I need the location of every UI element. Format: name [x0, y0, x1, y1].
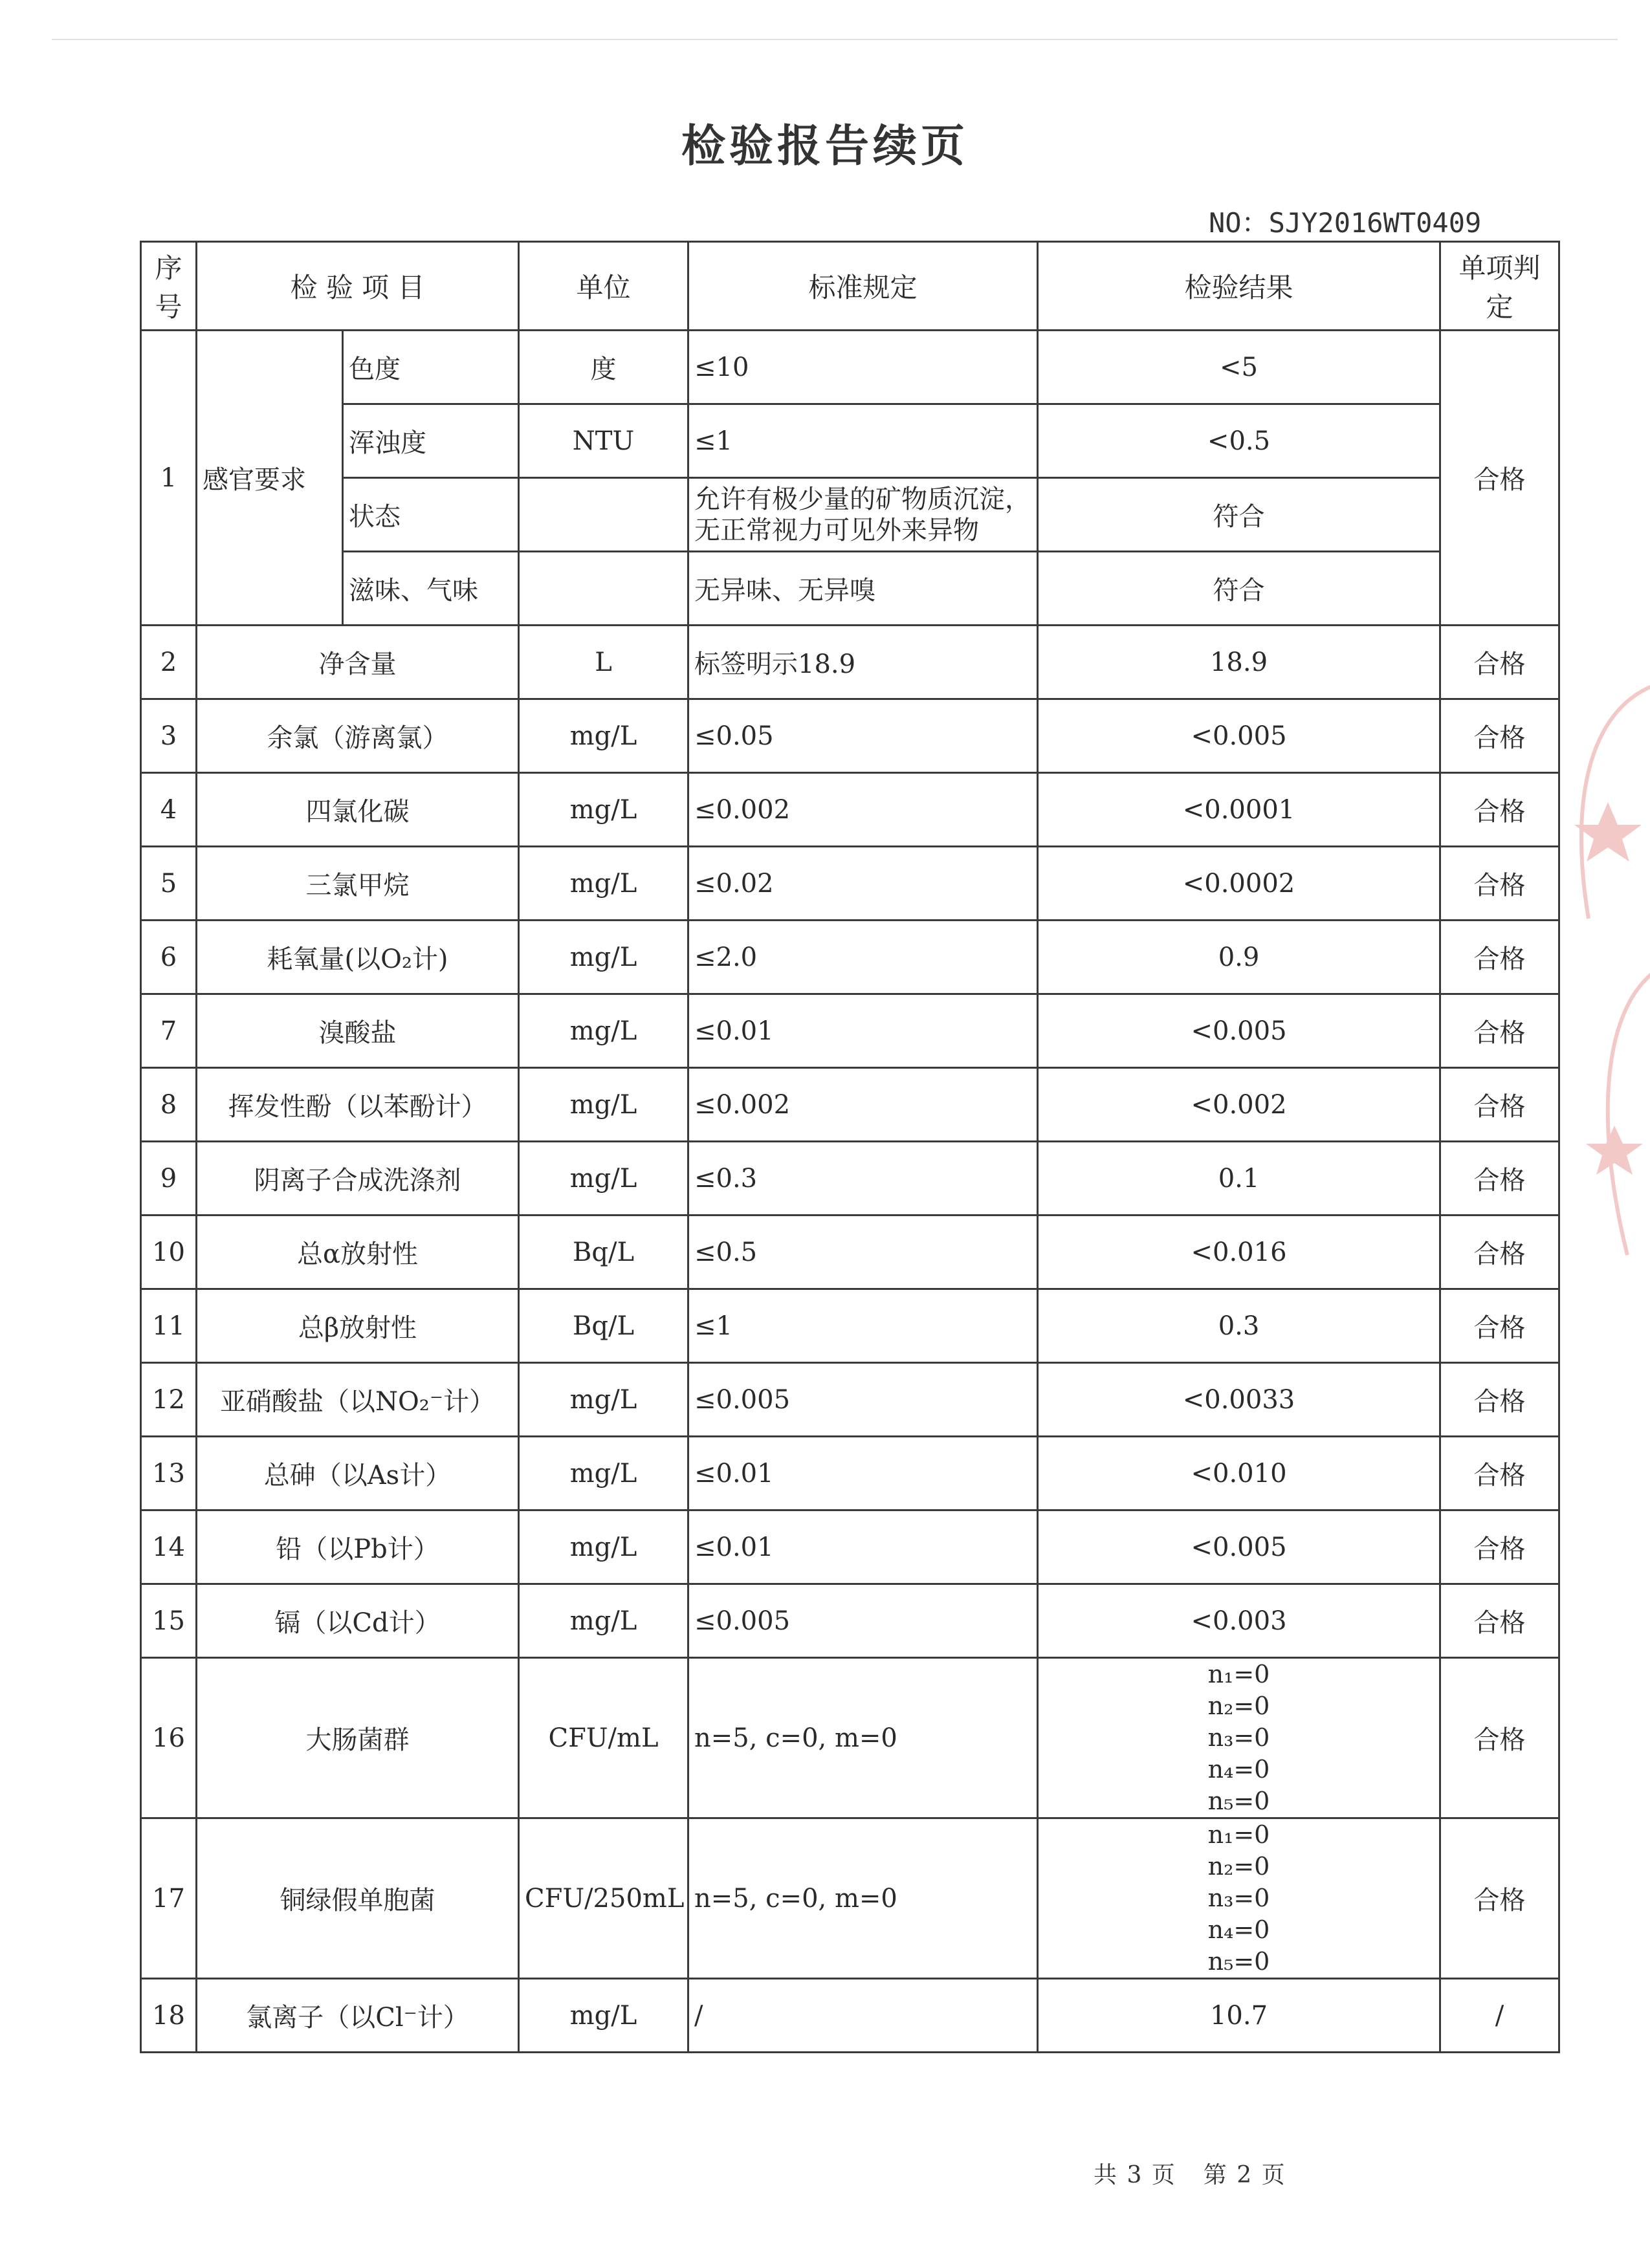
row-result: <0.003 [1038, 1584, 1440, 1658]
row-unit: CFU/mL [519, 1658, 688, 1818]
row-judgement: 合格 [1440, 994, 1559, 1068]
row-subitem: 色度 [343, 331, 519, 404]
row-result: 0.9 [1038, 921, 1440, 994]
row-standard: 允许有极少量的矿物质沉淀，无正常视力可见外来异物 [688, 478, 1038, 552]
row-seq: 7 [141, 994, 197, 1068]
row-item: 净含量 [197, 626, 519, 699]
row-standard: ≤0.3 [688, 1142, 1038, 1216]
row-standard: ≤0.005 [688, 1584, 1038, 1658]
row-unit: mg/L [519, 1437, 688, 1510]
row-result: <0.0033 [1038, 1363, 1440, 1437]
row-judgement: 合格 [1440, 921, 1559, 994]
row-seq: 11 [141, 1289, 197, 1363]
row-result: 18.9 [1038, 626, 1440, 699]
row-seq: 8 [141, 1068, 197, 1142]
row-standard: ≤0.02 [688, 847, 1038, 921]
row-result: <0.0002 [1038, 847, 1440, 921]
table-row [141, 1818, 1559, 1979]
row-result: 符合 [1038, 552, 1440, 626]
row-item: 溴酸盐 [197, 994, 519, 1068]
result-line: n₅=0 [1207, 1947, 1270, 1976]
header-seq: 序号 [141, 242, 197, 331]
row-unit [519, 478, 688, 552]
row-unit: mg/L [519, 1979, 688, 2053]
row-category: 感官要求 [197, 331, 343, 626]
row-standard: 无异味、无异嗅 [688, 552, 1038, 626]
row-unit: mg/L [519, 773, 688, 847]
row-item: 阴离子合成洗涤剂 [197, 1142, 519, 1216]
footer-current-page: 第 2 页 [1203, 2162, 1285, 2188]
table-row [141, 1142, 1559, 1216]
row-result: <5 [1038, 331, 1440, 404]
row-standard: ≤0.05 [688, 699, 1038, 773]
row-item: 挥发性酚（以苯酚计） [197, 1068, 519, 1142]
header-item: 检 验 项 目 [197, 242, 519, 331]
table-row [141, 1510, 1559, 1584]
header-standard: 标准规定 [688, 242, 1038, 331]
table-row [141, 478, 1559, 552]
row-subitem: 状态 [343, 478, 519, 552]
row-item: 三氯甲烷 [197, 847, 519, 921]
header-row [141, 242, 1559, 331]
header-unit: 单位 [519, 242, 688, 331]
row-result: <0.005 [1038, 1510, 1440, 1584]
row-standard: ≤1 [688, 1289, 1038, 1363]
row-result: 符合 [1038, 478, 1440, 552]
row-seq: 3 [141, 699, 197, 773]
row-unit: mg/L [519, 699, 688, 773]
row-unit: mg/L [519, 1510, 688, 1584]
row-judgement: 合格 [1440, 1363, 1559, 1437]
row-judgement: 合格 [1440, 1818, 1559, 1979]
result-line: n₃=0 [1207, 1884, 1270, 1912]
header-judgement: 单项判定 [1440, 242, 1559, 331]
report-number: NO：SJY2016WT0409 [1209, 207, 1482, 239]
row-standard: ≤0.01 [688, 1510, 1038, 1584]
row-standard: / [688, 1979, 1038, 2053]
row-standard: ≤0.002 [688, 1068, 1038, 1142]
row-judgement: 合格 [1440, 699, 1559, 773]
row-unit: mg/L [519, 994, 688, 1068]
row-item: 镉（以Cd计） [197, 1584, 519, 1658]
table-row [141, 552, 1559, 626]
row-unit: Bq/L [519, 1289, 688, 1363]
result-line: n₄=0 [1207, 1755, 1270, 1783]
page-title: 检验报告续页 [681, 120, 969, 172]
row-judgement: / [1440, 1979, 1559, 2053]
row-judgement: 合格 [1440, 1142, 1559, 1216]
row-unit: mg/L [519, 921, 688, 994]
row-judgement: 合格 [1440, 773, 1559, 847]
row-seq: 14 [141, 1510, 197, 1584]
row-judgement: 合格 [1440, 1658, 1559, 1818]
row-standard: ≤1 [688, 404, 1038, 478]
table-row [141, 404, 1559, 478]
row-seq: 5 [141, 847, 197, 921]
row-item: 总砷（以As计） [197, 1437, 519, 1510]
row-item: 总α放射性 [197, 1216, 519, 1289]
row-judgement: 合格 [1440, 331, 1559, 626]
row-judgement: 合格 [1440, 626, 1559, 699]
header-result: 检验结果 [1038, 242, 1440, 331]
row-judgement: 合格 [1440, 1510, 1559, 1584]
inspection-stamp [1530, 673, 1650, 1320]
table-row [141, 1979, 1559, 2053]
result-line: n₂=0 [1207, 1852, 1270, 1881]
result-line: n₄=0 [1207, 1915, 1270, 1944]
row-seq: 13 [141, 1437, 197, 1510]
table-row [141, 1289, 1559, 1363]
table-row [141, 1584, 1559, 1658]
row-seq: 17 [141, 1818, 197, 1979]
row-seq: 9 [141, 1142, 197, 1216]
result-line: n₃=0 [1207, 1723, 1270, 1752]
row-item: 氯离子（以Cl⁻计） [197, 1979, 519, 2053]
row-item: 铜绿假单胞菌 [197, 1818, 519, 1979]
row-unit: NTU [519, 404, 688, 478]
table-row [141, 1658, 1559, 1818]
row-seq: 18 [141, 1979, 197, 2053]
table-row [141, 1363, 1559, 1437]
row-seq: 4 [141, 773, 197, 847]
row-seq: 16 [141, 1658, 197, 1818]
row-result: <0.005 [1038, 994, 1440, 1068]
table-row [141, 626, 1559, 699]
table-row [141, 1216, 1559, 1289]
row-result [1038, 1658, 1440, 1818]
row-standard: 标签明示18.9 [688, 626, 1038, 699]
row-judgement: 合格 [1440, 847, 1559, 921]
table-row [141, 1068, 1559, 1142]
row-item: 铅（以Pb计） [197, 1510, 519, 1584]
row-item: 四氯化碳 [197, 773, 519, 847]
row-unit: mg/L [519, 1363, 688, 1437]
table-row [141, 994, 1559, 1068]
row-judgement: 合格 [1440, 1068, 1559, 1142]
row-item: 大肠菌群 [197, 1658, 519, 1818]
row-item: 亚硝酸盐（以NO₂⁻计） [197, 1363, 519, 1437]
row-unit: mg/L [519, 847, 688, 921]
table-row [141, 773, 1559, 847]
row-subitem: 浑浊度 [343, 404, 519, 478]
row-standard: ≤2.0 [688, 921, 1038, 994]
row-standard: ≤0.5 [688, 1216, 1038, 1289]
row-standard: ≤10 [688, 331, 1038, 404]
row-result: <0.0001 [1038, 773, 1440, 847]
row-result: 0.3 [1038, 1289, 1440, 1363]
row-item: 余氯（游离氯） [197, 699, 519, 773]
row-unit: CFU/250mL [519, 1818, 688, 1979]
row-standard: ≤0.01 [688, 1437, 1038, 1510]
row-unit: mg/L [519, 1068, 688, 1142]
row-unit: mg/L [519, 1142, 688, 1216]
row-seq: 12 [141, 1363, 197, 1437]
row-standard: n=5, c=0, m=0 [688, 1658, 1038, 1818]
row-result: <0.002 [1038, 1068, 1440, 1142]
row-standard: n=5, c=0, m=0 [688, 1818, 1038, 1979]
row-result: <0.5 [1038, 404, 1440, 478]
table-row [141, 921, 1559, 994]
row-seq: 15 [141, 1584, 197, 1658]
row-unit: Bq/L [519, 1216, 688, 1289]
row-item: 总β放射性 [197, 1289, 519, 1363]
row-item: 耗氧量(以O₂计) [197, 921, 519, 994]
table-row [141, 331, 1559, 404]
row-unit [519, 552, 688, 626]
row-judgement: 合格 [1440, 1437, 1559, 1510]
row-subitem: 滋味、气味 [343, 552, 519, 626]
row-unit: mg/L [519, 1584, 688, 1658]
row-judgement: 合格 [1440, 1216, 1559, 1289]
row-unit: L [519, 626, 688, 699]
row-unit: 度 [519, 331, 688, 404]
inspection-table [140, 241, 1560, 2053]
row-standard: ≤0.002 [688, 773, 1038, 847]
row-seq: 2 [141, 626, 197, 699]
footer-total-pages: 共 3 页 [1094, 2162, 1175, 2188]
row-result: <0.005 [1038, 699, 1440, 773]
table-row [141, 1437, 1559, 1510]
row-standard: ≤0.01 [688, 994, 1038, 1068]
table-row [141, 847, 1559, 921]
result-line: n₅=0 [1207, 1787, 1270, 1815]
row-judgement: 合格 [1440, 1289, 1559, 1363]
result-line: n₂=0 [1207, 1692, 1270, 1720]
row-result: 10.7 [1038, 1979, 1440, 2053]
row-seq: 10 [141, 1216, 197, 1289]
page-footer [1094, 2157, 1314, 2190]
table-row [141, 699, 1559, 773]
row-seq: 1 [141, 331, 197, 626]
row-result: <0.016 [1038, 1216, 1440, 1289]
row-result: 0.1 [1038, 1142, 1440, 1216]
row-seq: 6 [141, 921, 197, 994]
result-line: n₁=0 [1207, 1820, 1270, 1849]
row-result: <0.010 [1038, 1437, 1440, 1510]
row-standard: ≤0.005 [688, 1363, 1038, 1437]
row-judgement: 合格 [1440, 1584, 1559, 1658]
result-line: n₁=0 [1207, 1660, 1270, 1688]
row-result [1038, 1818, 1440, 1979]
